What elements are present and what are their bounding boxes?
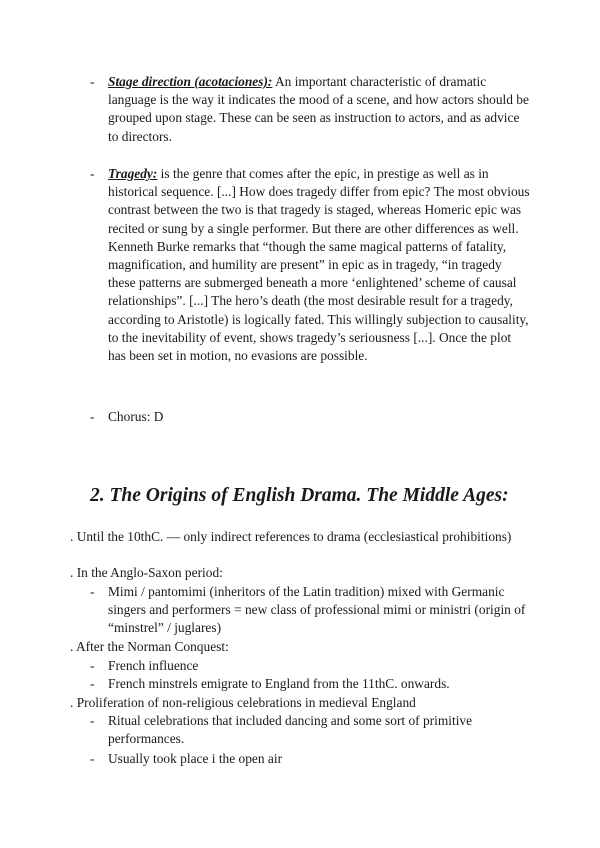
bullet-dash: - [90,658,95,673]
section-heading: 2. The Origins of English Drama. The Middle Ages: [90,485,509,506]
bullet-tragedy [90,165,530,365]
bullet-chorus [90,408,530,426]
bullet-dash: - [90,74,95,89]
list-item: - Ritual celebrations that included dancing and some sort of primitive performances. [90,713,473,747]
bullet-dash: - [90,713,95,728]
para-norman-conquest: . After the Norman Conquest: [70,639,229,654]
term-stage-direction: Stage direction (acotaciones): [108,74,273,89]
list-item: - Usually took place i the open air [90,750,540,768]
tragedy-text: is the genre that comes after the epic, in prestige as well as in historical sequence. [...] How does tragedy differ from epic? The most obvious contrast between the two is that tragedy is staged, whereas Homeric epic was recited or sung by a single performer. But there are other differences as well. Kenneth Burke remarks that “though the same magical patterns of fatality, magnification, and humility are present” in epic as in tragedy, “in tragedy these patterns are submerged beneath a more ‘enlightened’ scheme of causal relationships”. [...] The hero’s death (the most desirable result for a tragedy, according to Aristotle) is logically fated. This willingly subjection to causality, to the inevitability of event, shows tragedy’s seriousness [...]. Once the plot has been set in motion, no evasions are possible. [108,166,530,364]
bullet-dash: - [90,409,95,424]
list-item: - Mimi / pantomimi (inheritors of the Latin tradition) mixed with Germanic singers and performers = new class of professional mimi or ministri (origin of “minstrel” / juglares) [90,584,526,636]
stage-direction-text: An important characteristic of dramatic language is the way it indicates the mood of a scene, and how actors should be grouped upon stage. These can be seen as instruction to actors, and as advice to directors. [108,74,529,144]
term-tragedy: Tragedy: [108,166,158,181]
chorus-text: Chorus: D [108,409,164,424]
bullet-stage-direction [90,73,530,146]
para-proliferation: . Proliferation of non-religious celebrations in medieval England [70,695,416,710]
bullet-dash: - [90,676,95,691]
bullet-dash: - [90,751,95,766]
bullet-dash: - [90,166,95,181]
bullet-dash: - [90,584,95,599]
list-item: - French minstrels emigrate to England from the 11thC. onwards. [90,675,540,693]
list-item: - French influence [90,657,540,675]
para-until-10th: . Until the 10thC. — only indirect references to drama (ecclesiastical prohibitions) [70,529,512,544]
para-anglo-saxon: . In the Anglo-Saxon period: [70,565,223,580]
